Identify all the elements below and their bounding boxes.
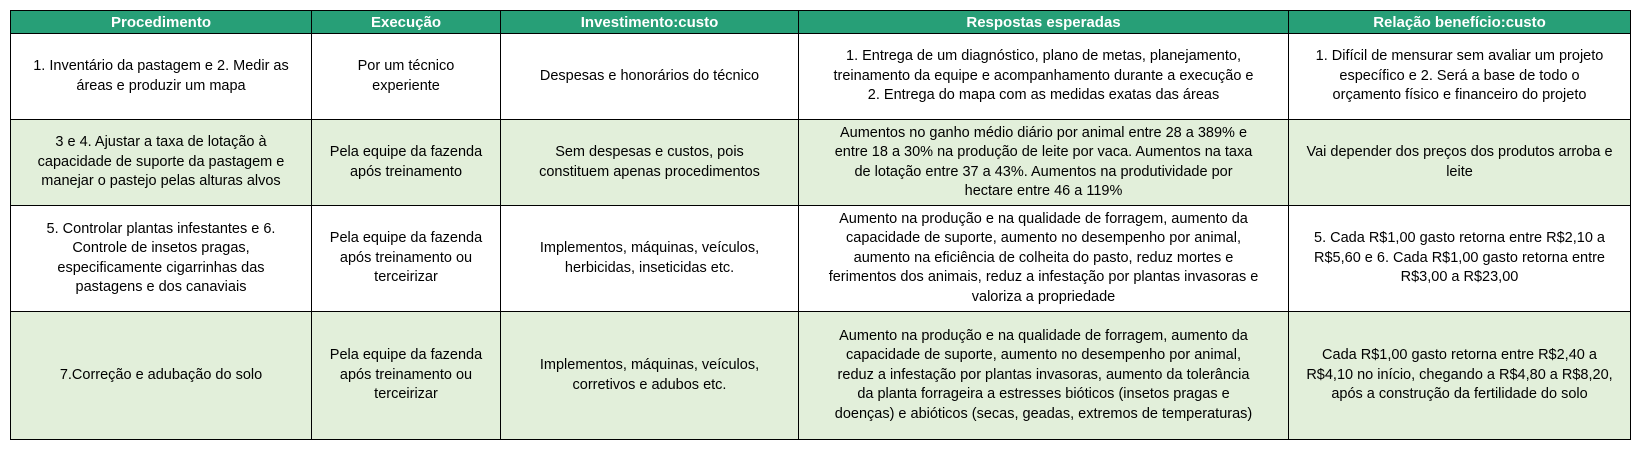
cell-procedimento: 1. Inventário da pastagem e 2. Medir as áreas e produzir um mapa [11, 34, 312, 120]
cell-procedimento: 3 e 4. Ajustar a taxa de lotação à capacidade de suporte da pastagem e manejar o pastejo pelas alturas alvos [11, 120, 312, 206]
cell-relacao: 1. Difícil de mensurar sem avaliar um projeto específico e 2. Será a base de todo o orçamento físico e financeiro do projeto [1289, 34, 1631, 120]
cell-execucao: Pela equipe da fazenda após treinamento [312, 120, 501, 206]
table-row [11, 120, 1631, 206]
cell-investimento: Despesas e honorários do técnico [501, 34, 799, 120]
data-table [10, 10, 1631, 440]
table-row [11, 206, 1631, 312]
header-execucao: Execução [312, 11, 501, 34]
cell-investimento: Sem despesas e custos, pois constituem apenas procedimentos [501, 120, 799, 206]
header-relacao-beneficio-custo: Relação benefício:custo [1289, 11, 1631, 34]
cell-respostas: Aumento na produção e na qualidade de forragem, aumento da capacidade de suporte, aumento no desempenho por animal, reduz a infestação por plantas invasoras, aumento da tolerância da planta forrageira a estresses bióticos (insetos pragas e doenças) e abióticos (secas, geadas, extremos de temperaturas) [799, 312, 1289, 440]
cell-respostas: Aumento na produção e na qualidade de forragem, aumento da capacidade de suporte, aumento no desempenho por animal, aumento na eficiência de colheita do pasto, reduz mortes e ferimentos dos animais, reduz a infestação por plantas invasoras e valoriza a propriedade [799, 206, 1289, 312]
cell-relacao: 5. Cada R$1,00 gasto retorna entre R$2,10 a R$5,60 e 6. Cada R$1,00 gasto retorna entre R$3,00 a R$23,00 [1289, 206, 1631, 312]
cell-procedimento: 5. Controlar plantas infestantes e 6. Controle de insetos pragas, especificamente cigarrinhas das pastagens e dos canaviais [11, 206, 312, 312]
cell-relacao: Cada R$1,00 gasto retorna entre R$2,40 a R$4,10 no início, chegando a R$4,80 a R$8,20, após a construção da fertilidade do solo [1289, 312, 1631, 440]
cell-respostas: 1. Entrega de um diagnóstico, plano de metas, planejamento, treinamento da equipe e acompanhamento durante a execução e 2. Entrega do mapa com as medidas exatas das áreas [799, 34, 1289, 120]
header-investimento-custo: Investimento:custo [501, 11, 799, 34]
cell-investimento: Implementos, máquinas, veículos, herbicidas, inseticidas etc. [501, 206, 799, 312]
cell-procedimento: 7.Correção e adubação do solo [11, 312, 312, 440]
header-procedimento: Procedimento [11, 11, 312, 34]
cell-execucao: Por um técnico experiente [312, 34, 501, 120]
header-respostas-esperadas: Respostas esperadas [799, 11, 1289, 34]
cell-relacao: Vai depender dos preços dos produtos arroba e leite [1289, 120, 1631, 206]
cell-execucao: Pela equipe da fazenda após treinamento ou terceirizar [312, 206, 501, 312]
cell-investimento: Implementos, máquinas, veículos, corretivos e adubos etc. [501, 312, 799, 440]
cell-execucao: Pela equipe da fazenda após treinamento ou terceirizar [312, 312, 501, 440]
cell-respostas: Aumentos no ganho médio diário por animal entre 28 a 389% e entre 18 a 30% na produção de leite por vaca. Aumentos na taxa de lotação entre 37 a 43%. Aumentos na produtividade por hectare entre 46 a 119% [799, 120, 1289, 206]
header-row [11, 11, 1631, 34]
data-table-container [10, 10, 1630, 440]
table-row [11, 312, 1631, 440]
table-row [11, 34, 1631, 120]
